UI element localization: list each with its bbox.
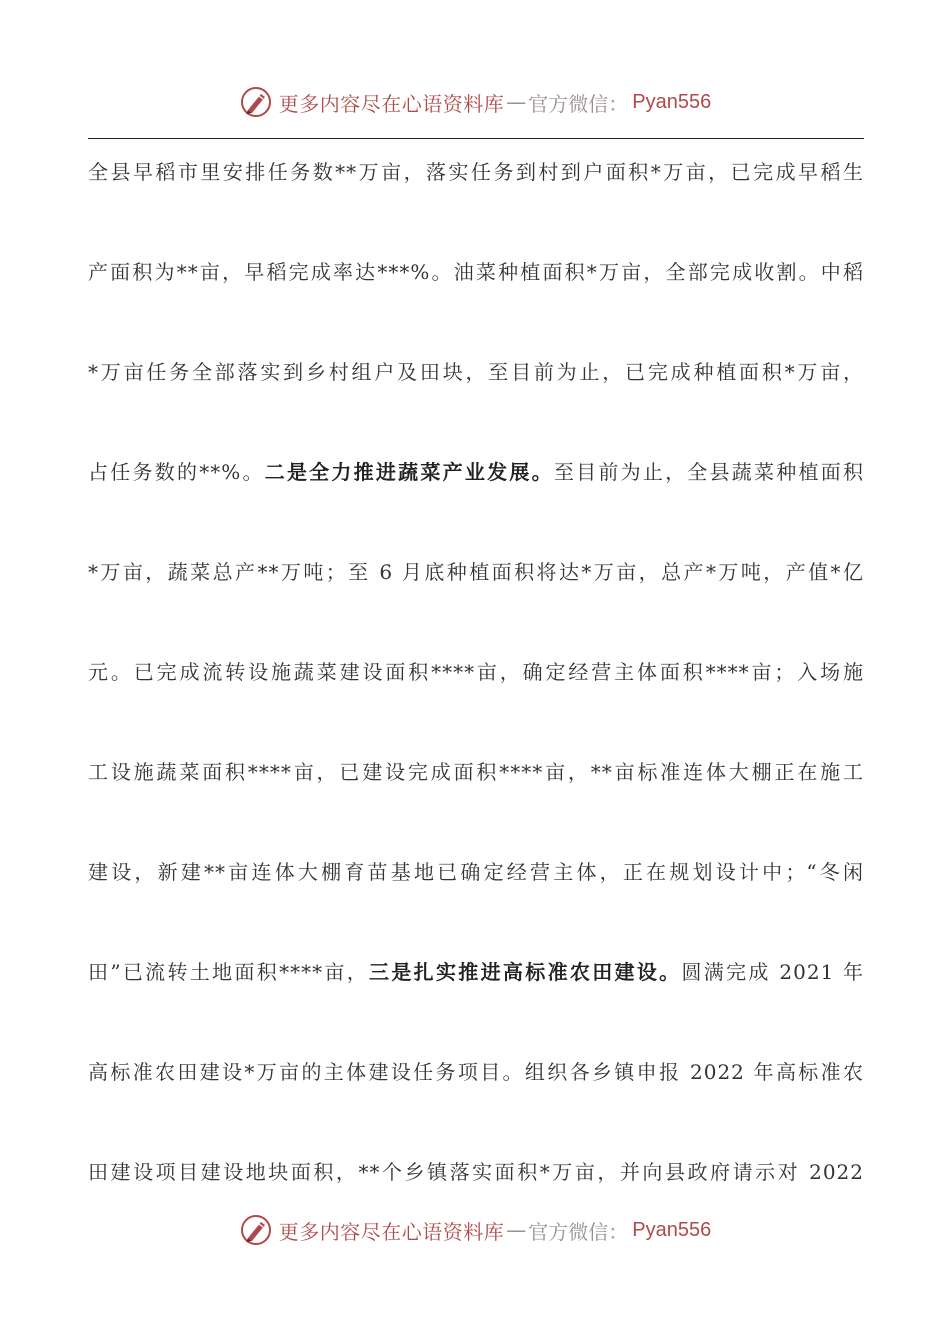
- pen-logo-icon: [239, 85, 273, 119]
- text-segment: 工设施蔬菜面积****亩，已建设完成面积****亩，**亩标准连体大棚正在施工: [88, 760, 864, 784]
- header-wechat-label: 官方微信：: [528, 91, 629, 116]
- header-brand-text: 更多内容尽在心语资料库: [278, 91, 505, 116]
- document-body: [88, 152, 864, 1252]
- text-segment: 圆满完成 2021 年: [681, 960, 864, 984]
- footer-banner: [0, 1210, 950, 1250]
- header-separator: —: [506, 90, 527, 114]
- text-line: [88, 452, 864, 552]
- text-segment: 田”已流转土地面积****亩，: [88, 960, 370, 984]
- text-line: [88, 352, 864, 452]
- text-segment: *万亩任务全部落实到乡村组户及田块，至目前为止，已完成种植面积*万亩，: [88, 360, 864, 384]
- text-segment: 至目前为止，全县蔬菜种植面积: [553, 460, 864, 484]
- text-segment: 全县早稻市里安排任务数**万亩，落实任务到村到户面积*万亩，已完成早稻生: [88, 160, 864, 184]
- text-line: [88, 752, 864, 852]
- footer-separator: —: [506, 1218, 527, 1242]
- bold-heading-text: 二是全力推进蔬菜产业发展。: [264, 460, 554, 484]
- text-line: [88, 952, 864, 1052]
- footer-wechat-id: Pyan556: [632, 1218, 712, 1241]
- text-segment: 田建设项目建设地块面积，**个乡镇落实面积*万亩，并向县政府请示对 2022: [88, 1160, 864, 1184]
- text-line: [88, 552, 864, 652]
- text-line: [88, 852, 864, 952]
- header-banner: [0, 82, 950, 122]
- header-wechat-id: Pyan556: [632, 90, 712, 113]
- text-line: [88, 152, 864, 252]
- header-divider: [88, 138, 864, 139]
- pen-logo-icon: [239, 1213, 273, 1247]
- text-segment: 产面积为**亩，早稻完成率达***%。油菜种植面积*万亩，全部完成收割。中稻: [88, 260, 864, 284]
- footer-brand-text: 更多内容尽在心语资料库: [278, 1219, 505, 1244]
- text-segment: 占任务数的**%。: [88, 460, 265, 484]
- text-line: [88, 1052, 864, 1152]
- text-line: [88, 652, 864, 752]
- bold-heading-text: 三是扎实推进高标准农田建设。: [369, 960, 682, 984]
- text-line: [88, 252, 864, 352]
- footer-wechat-label: 官方微信：: [528, 1219, 629, 1244]
- text-segment: 建设，新建**亩连体大棚育苗基地已确定经营主体，正在规划设计中；“冬闲: [88, 860, 864, 884]
- text-segment: 元。已完成流转设施蔬菜建设面积****亩，确定经营主体面积****亩；入场施: [88, 660, 864, 684]
- text-segment: 高标准农田建设*万亩的主体建设任务项目。组织各乡镇申报 2022 年高标准农: [88, 1060, 864, 1084]
- text-segment: *万亩，蔬菜总产**万吨；至 6 月底种植面积将达*万亩，总产*万吨，产值*亿: [88, 560, 864, 584]
